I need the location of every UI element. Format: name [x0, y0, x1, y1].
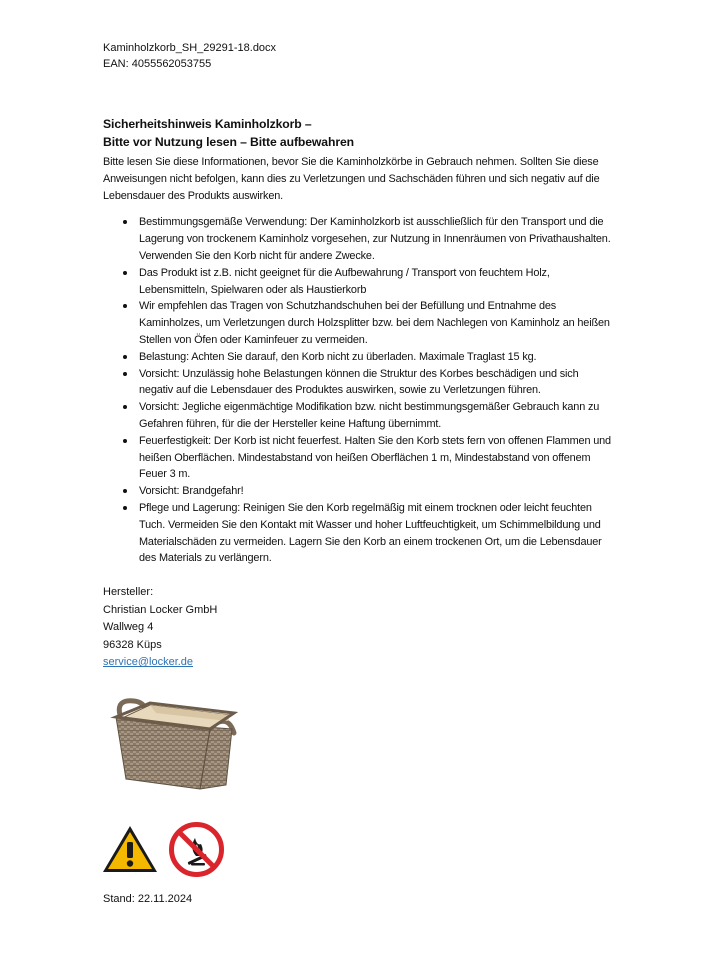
warning-triangle-icon: [101, 824, 159, 874]
list-item: [103, 265, 615, 299]
list-item: [103, 298, 615, 348]
list-item: [103, 399, 615, 433]
list-item-text: Vorsicht: Unzulässig hohe Belastungen können die Struktur des Korbes beschädigen und sich negativ auf die Lebensdauer des Produktes auswirken, sowie zu Verletzungen führen.: [139, 367, 579, 397]
heading-line-2: Bitte vor Nutzung lesen – Bitte aufbewahren: [103, 135, 354, 149]
bullet-icon: [123, 372, 127, 376]
list-item: [103, 500, 615, 567]
no-open-flame-icon: [169, 822, 224, 877]
manufacturer-city: 96328 Küps: [103, 638, 162, 651]
document-page: [103, 40, 615, 672]
list-item-text: Vorsicht: Brandgefahr!: [139, 485, 244, 498]
bullet-icon: [123, 489, 127, 493]
manufacturer-company: Christian Locker GmbH: [103, 603, 218, 616]
document-filename: Kaminholzkorb_SH_29291-18.docx: [103, 42, 277, 54]
bullet-icon: [123, 271, 127, 275]
list-item-text: Bestimmungsgemäße Verwendung: Der Kaminholzkorb ist ausschließlich für den Transport und die Lagerung von trockenem Kaminholz vorgesehen, zur Nutzung in Innenräumen von Privathaushalten. Verwenden Sie den Korb nicht für andere Zwecke.: [139, 216, 611, 262]
list-item-text: Vorsicht: Jegliche eigenmächtige Modifikation bzw. nicht bestimmungsgemäßer Gebrauch kann zu Gefahren führen, für die der Hersteller keine Haftung übernimmt.: [139, 401, 600, 430]
intro-paragraph: Bitte lesen Sie diese Informationen, bevor Sie die Kaminholzkörbe in Gebrauch nehmen. Sollten Sie diese Anweisungen nicht befolgen, kann dies zu Verletzungen und Sachschäden führen und sich negativ auf die Lebensdauer des Produkts auswirken.: [103, 156, 600, 202]
wicker-basket-image: [106, 693, 240, 791]
bullet-icon: [123, 439, 127, 443]
list-item-text: Wir empfehlen das Tragen von Schutzhandschuhen bei der Befüllung und Entnahme des Kaminholzes, um Verletzungen durch Holzsplitter bzw. bei dem Nachlegen von Kaminholz an heißen Stellen von Öfen oder Kaminfeuer zu vermeiden.: [139, 300, 610, 346]
list-item: [103, 214, 615, 264]
safety-instructions-list: [103, 214, 615, 567]
list-item-text: Feuerfestigkeit: Der Korb ist nicht feuerfest. Halten Sie den Korb stets fern von offenen Flammen und heißen Oberflächen. Mindestabstand von heißen Oberflächen 1 m, Mindestabstand von offenem Feuer 3 m.: [139, 434, 611, 481]
heading-line-1: Sicherheitshinweis Kaminholzkorb –: [103, 117, 312, 131]
list-item-text: Das Produkt ist z.B. nicht geeignet für die Aufbewahrung / Transport von feuchtem Holz, Lebensmitteln, Spielwaren oder als Haustierkorb: [139, 266, 550, 296]
manufacturer-email-link[interactable]: service@locker.de: [103, 656, 194, 669]
document-date: Stand: 22.11.2024: [103, 893, 193, 905]
manufacturer-street: Wallweg 4: [103, 621, 154, 634]
bullet-icon: [123, 304, 127, 308]
list-item: [103, 366, 615, 400]
list-item-text: Pflege und Lagerung: Reinigen Sie den Korb regelmäßig mit einem trocknen oder leicht feuchten Tuch. Vermeiden Sie den Kontakt mit Wasser und hoher Luftfeuchtigkeit, um Schimmelbildung und Materialschäden zu vermeiden. Lagern Sie den Korb an einem trockenen Ort, um die Lebensdauer des Materials zu verlängern.: [139, 501, 602, 565]
bullet-icon: [123, 355, 127, 359]
bullet-icon: [123, 506, 127, 510]
safety-heading: [103, 115, 615, 151]
list-item-text: Belastung: Achten Sie darauf, den Korb nicht zu überladen. Maximale Traglast 15 kg.: [139, 350, 537, 363]
ean-code: EAN: 4055562053755: [103, 58, 212, 70]
manufacturer-block: [103, 584, 615, 672]
manufacturer-label: Hersteller:: [103, 586, 154, 599]
bullet-icon: [123, 220, 127, 224]
list-item: [103, 349, 615, 366]
bullet-icon: [123, 405, 127, 409]
document-meta: [103, 40, 615, 72]
list-item: [103, 433, 615, 483]
list-item: [103, 483, 615, 500]
